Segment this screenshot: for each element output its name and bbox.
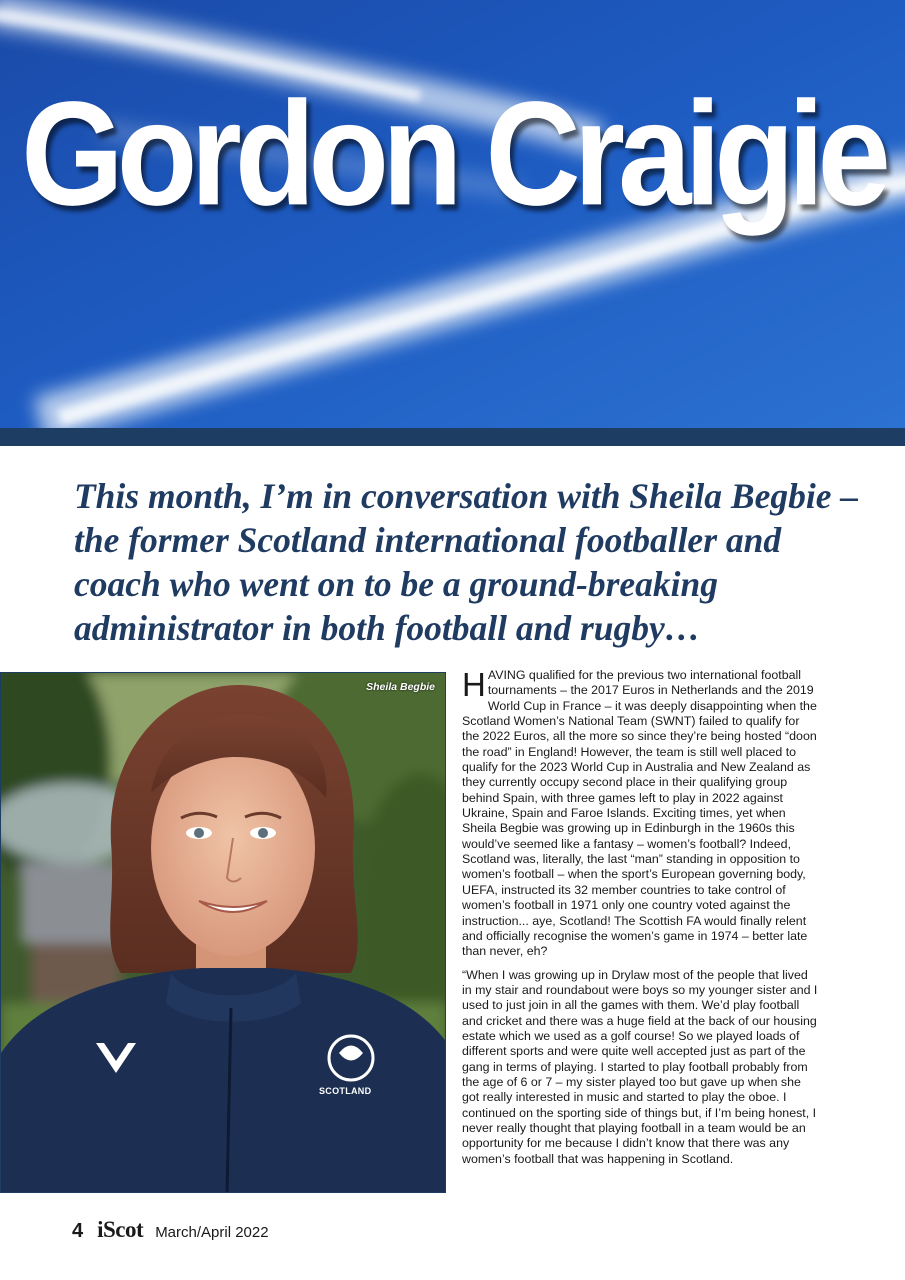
portrait-image <box>1 673 446 1193</box>
article-body <box>462 668 818 1175</box>
issue-date: March/April 2022 <box>155 1224 269 1241</box>
page-title: Gordon Craigie <box>21 71 884 236</box>
photo-caption: Sheila Begbie <box>366 681 435 693</box>
article-paragraph-1 <box>462 668 818 960</box>
drop-cap: H <box>462 666 486 703</box>
page-number: 4 <box>72 1220 84 1242</box>
header-banner <box>0 0 905 428</box>
article-paragraph-2: “When I was growing up in Drylaw most of the people that lived in my stair and roundabout were boys so my younger sister and I used to just join in all the games with them. We’d play football and cricket and there was a huge field at the back of our housing estate which we used as a golf course! So we played loads of different sports and were quite well accepted just as part of the gang in terms of playing. I started to play football probably from the age of 6 or 7 – my sister played too but gave up when she got really interested in music and started to play the oboe. I continued on the sporting side of things but, if I’m being honest, I never really thought that playing football in a team would be an opportunity for me because I didn’t know that there was any women’s football that was happening in Scotland. <box>462 967 818 1166</box>
magazine-logo: iScot <box>97 1217 144 1242</box>
portrait-photo <box>0 672 446 1193</box>
paragraph-1-text: AVING qualified for the previous two international football tournaments – the 2017 Euros in Netherlands and the 2019 World Cup in France – it was deeply disappointing when the Scotland Women’s National Team (SWNT) failed to qualify for the 2022 Euros, all the more so since they’re being hosted “doon the road” in England! However, the team is still well placed to qualify for the 2023 World Cup in Australia and New Zealand as they currently occupy second place in their qualifying group behind Spain, with three games left to play in 2022 against Ukraine, Spain and Faroe Islands. Exciting times, yet when Sheila Begbie was growing up in Edinburgh in the 1960s this would’ve seemed like a fantasy – women’s football? Indeed, Scotland was, literally, the last “man” standing in opposition to women’s football – when the sport’s European governing body, UEFA, instructed its 32 member countries to take control of women’s football in 1971 only one country voted against the instruction... aye, Scotland! The Scottish FA would finally relent and officially recognise the women’s game in 1974 – better late than never, eh? <box>462 668 817 959</box>
standfirst: This month, I’m in conversation with Sheila Begbie – the former Scotland international footballer and coach who went on to be a ground-breaking administrator in both football and rugby… <box>74 476 859 648</box>
jacket-badge-text: SCOTLAND <box>319 1086 372 1096</box>
page-footer <box>72 1217 269 1247</box>
banner-divider <box>0 428 905 446</box>
